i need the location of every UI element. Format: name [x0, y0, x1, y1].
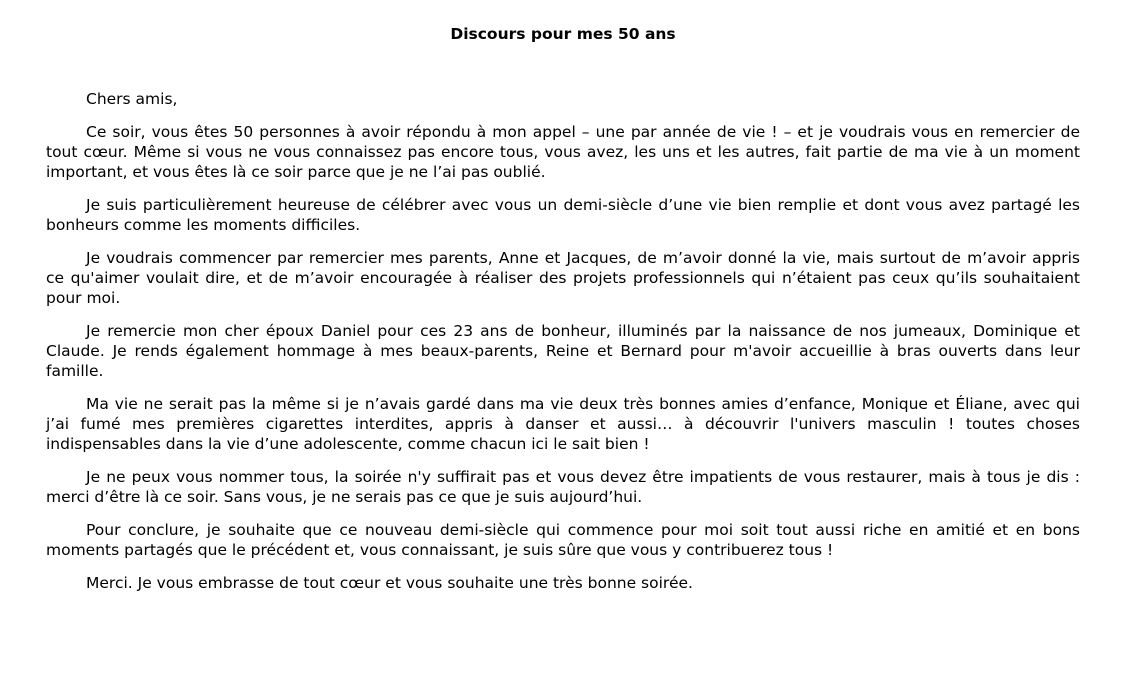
- document-title: Discours pour mes 50 ans: [450, 25, 676, 43]
- paragraph-celebration: Je suis particulièrement heureuse de célébrer avec vous un demi-siècle d’une vie bien remplie et dont vous avez partagé les bonheurs comme les moments difficiles.: [46, 196, 1080, 234]
- paragraph-husband-family: Je remercie mon cher époux Daniel pour ces 23 ans de bonheur, illuminés par la naissance de nos jumeaux, Dominique et Claude. Je rends également hommage à mes beaux-parents, Reine et Bernard pour m'avoir accueillie à bras ouverts dans leur famille.: [46, 322, 1080, 380]
- paragraph-closing: Merci. Je vous embrasse de tout cœur et vous souhaite une très bonne soirée.: [86, 574, 693, 592]
- paragraph-everyone: Je ne peux vous nommer tous, la soirée n'y suffirait pas et vous devez être impatients de vous restaurer, mais à tous je dis : merci d’être là ce soir. Sans vous, je ne serais pas ce que je suis aujourd’hui.: [46, 468, 1080, 506]
- paragraph-conclusion: Pour conclure, je souhaite que ce nouveau demi-siècle qui commence pour moi soit tout aussi riche en amitié et en bons moments partagés que le précédent et, vous connaissant, je suis sûre que vous y contribuerez tous !: [46, 521, 1080, 559]
- paragraph-thanks-attendance: Ce soir, vous êtes 50 personnes à avoir répondu à mon appel – une par année de vie ! – et je voudrais vous en remercier de tout cœur. Même si vous ne vous connaissez pas encore tous, vous avez, les uns et les autres, fait partie de ma vie à un moment important, et vous êtes là ce soir parce que je ne l’ai pas oublié.: [46, 123, 1080, 181]
- document-page: [46, 24, 1080, 606]
- paragraph-parents: Je voudrais commencer par remercier mes parents, Anne et Jacques, de m’avoir donné la vie, mais surtout de m’avoir appris ce qu'aimer voulait dire, et de m’avoir encouragée à réaliser des projets professionnels qui n’étaient pas ceux qu’ils souhaitaient pour moi.: [46, 249, 1080, 307]
- salutation: Chers amis,: [86, 90, 178, 108]
- paragraph-childhood-friends: Ma vie ne serait pas la même si je n’avais gardé dans ma vie deux très bonnes amies d’enfance, Monique et Éliane, avec qui j’ai fumé mes premières cigarettes interdites, appris à danser et aussi… à découvrir l'univers masculin ! toutes choses indispensables dans la vie d’une adolescente, comme chacun ici le sait bien !: [46, 395, 1080, 453]
